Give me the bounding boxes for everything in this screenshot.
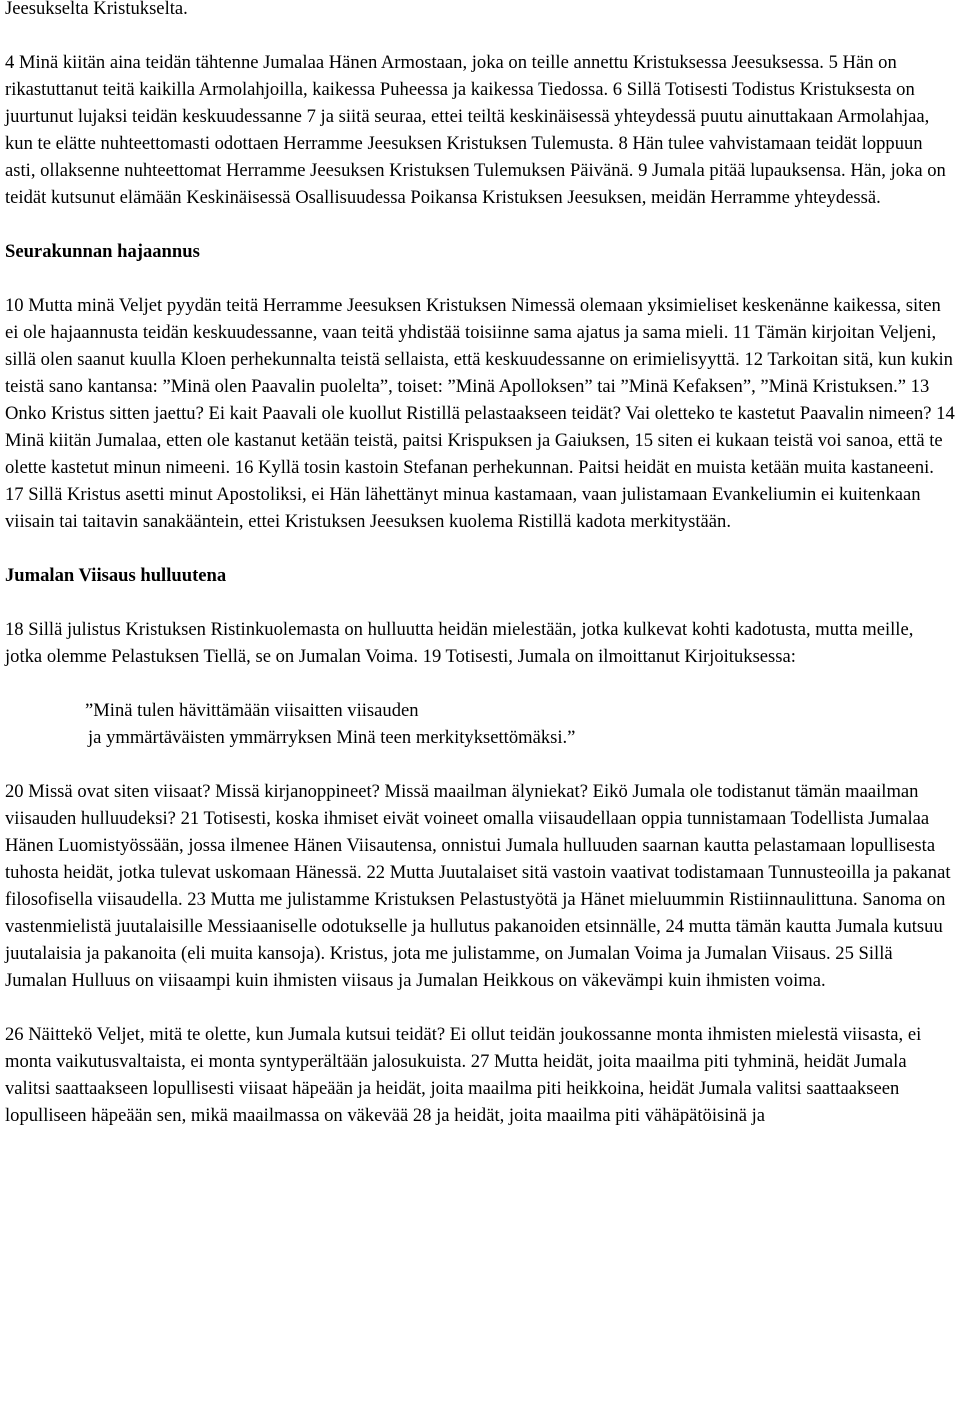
scripture-quote [5,697,955,751]
section-heading-seurakunnan-hajaannus: Seurakunnan hajaannus [5,241,200,262]
quote-line-1: ”Minä tulen hävittämään viisaitten viisauden [85,700,419,721]
paragraph-verses-18-19: 18 Sillä julistus Kristuksen Ristinkuolemasta on hulluutta heidän mielestään, jotka kulkevat kohti kadotusta, mutta meille, jotka olemme Pelastuksen Tiellä, se on Jumalan Voima. 19 Totisesti, Jumala on ilmoittanut Kirjoituksessa: [5,619,914,667]
paragraph-verses-26-28: 26 Näittekö Veljet, mitä te olette, kun Jumala kutsui teidät? Ei ollut teidän joukossanne monta ihmisten mielestä viisasta, ei monta vaikutusvaltaista, ei monta syntyperältään jalosukuista. 27 Mutta heidät, joita maailma piti tyhminä, heidät Jumala valitsi saattaakseen lopullisesti viisaat häpeään ja heidät, joita maailma piti heikkoina, heidät Jumala valitsi saattaakseen lopulliseen häpeään sen, mikä maailmassa on väkevää 28 ja heidät, joita maailma piti vähäpätöisinä ja [5,1024,922,1126]
quote-line-2: ja ymmärtäväisten ymmärryksen Minä teen merkityksettömäksi.” [88,727,576,748]
paragraph-intro-fragment: Jeesukselta Kristukselta. [5,0,188,19]
paragraph-verses-10-17: 10 Mutta minä Veljet pyydän teitä Herramme Jeesuksen Kristuksen Nimessä olemaan yksimieliset keskenänne kaikessa, siten ei ole hajaannusta teidän keskuudessanne, vaan teitä yhdistää toisiinne sama ajatus ja sama mieli. 11 Tämän kirjoitan Veljeni, sillä olen saanut kuulla Kloen perhekunnalta teistä sellaista, että keskuudessanne on erimielisyyttä. 12 Tarkoitan sitä, kun kukin teistä sano kantansa: ”Minä olen Paavalin puolelta”, toiset: ”Minä Apolloksen” tai ”Minä Kefaksen”, ”Minä Kristuksen.” 13 Onko Kristus sitten jaettu? Ei kait Paavali ole kuollut Ristillä pelastaakseen teidät? Vai oletteko te kastetut Paavalin nimeen? 14 Minä kiitän Jumalaa, etten ole kastanut ketään teistä, paitsi Krispuksen ja Gaiuksen, 15 siten ei kukaan teistä voi sanoa, että te olette kastetut minun nimeeni. 16 Kyllä tosin kastoin Stefanan perhekunnan. Paitsi heidät en muista ketään muita kastaneeni. 17 Sillä Kristus asetti minut Apostoliksi, ei Hän lähettänyt minua kastamaan, vaan julistamaan Evankeliumin ei kuitenkaan viisain tai taitavin sanakääntein, ettei Kristuksen Jeesuksen kuolema Ristillä kadota merkitystään. [5,295,955,532]
paragraph-verses-4-9: 4 Minä kiitän aina teidän tähtenne Jumalaa Hänen Armostaan, joka on teille annettu Kristuksessa Jeesuksessa. 5 Hän on rikastuttanut teitä kaikilla Armolahjoilla, kaikessa Puheessa ja kaikessa Tiedossa. 6 Sillä Totisesti Todistus Kristuksesta on juurtunut lujaksi teidän keskuudessanne 7 ja siitä seuraa, ettei teiltä keskinäisessä yhteydessä puutu ainuttakaan Armolahjaa, kun te elätte nuhteettomasti odottaen Herramme Jeesuksen Kristuksen Tulemusta. 8 Hän tulee vahvistamaan teidät loppuun asti, ollaksenne nuhteettomat Herramme Jeesuksen Kristuksen Tulemuksen Päivänä. 9 Jumala pitää lupauksensa. Hän, joka on teidät kutsunut elämään Keskinäisessä Osallisuudessa Poikansa Kristuksen Jeesuksen, meidän Herramme yhteydessä. [5,52,946,208]
paragraph-verses-20-25: 20 Missä ovat siten viisaat? Missä kirjanoppineet? Missä maailman älyniekat? Eikö Jumala ole todistanut tämän maailman viisauden hulluudeksi? 21 Totisesti, koska ihmiset eivät voineet omalla viisaudellaan oppia tunnistamaan Todellista Jumalaa Hänen Luomistyössään, jossa ilmenee Hänen Viisautensa, onnistui Jumala hulluuden saarnan kautta pelastamaan lopullisesta tuhosta heidät, jotka tulevat uskomaan Hänessä. 22 Mutta Juutalaiset sitä vastoin vaativat todistamaan Tunnusteoilla ja pakanat filosofisella viisaudella. 23 Mutta me julistamme Kristuksen Pelastustyötä ja Hänet mieluummin Ristiinnaulittuna. Sanoma on vastenmielistä juutalaisille Messiaaniselle odotukselle ja hullutus pakanoiden etsinnälle, 24 mutta tämän kautta Jumala kutsuu juutalaisia ja pakanoita (eli muita kansoja). Kristus, jota me julistamme, on Jumalan Voima ja Jumalan Viisaus. 25 Sillä Jumalan Hulluus on viisaampi kuin ihmisten viisaus ja Jumalan Heikkous on väkevämpi kuin ihmisten voima. [5,781,951,991]
section-heading-jumalan-viisaus: Jumalan Viisaus hulluutena [5,565,227,586]
